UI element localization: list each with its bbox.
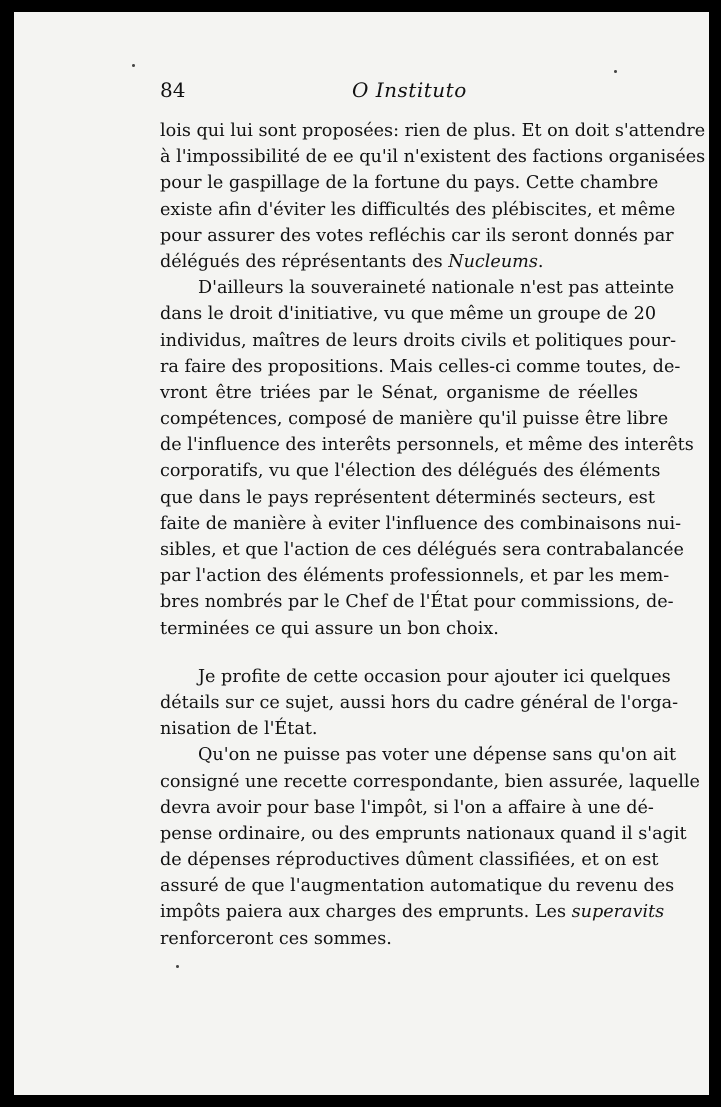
italic-term: superavits <box>571 902 665 923</box>
text-line: lois qui lui sont proposées: rien de plus. Et on doit s'attendre <box>160 121 706 141</box>
text-line: terminées ce qui assure un bon choix. <box>160 618 499 639</box>
text-line: vront être triées par le Sénat, organisme de réelles <box>160 382 638 403</box>
text-line: Qu'on ne puisse pas voter une dépense sans qu'on ait <box>198 745 677 766</box>
page-header <box>160 78 640 110</box>
text-line: compétences, composé de manière qu'il puisse être libre <box>160 409 669 430</box>
text-fragment: impôts paiera aux charges des emprunts. Les <box>160 902 572 923</box>
text-line <box>160 899 665 925</box>
text-line: pour le gaspillage de la fortune du pays. Cette chambre <box>160 173 659 194</box>
italic-term: Nucleums <box>448 251 538 272</box>
text-line <box>160 249 638 275</box>
page-number: 84 <box>160 78 186 102</box>
text-line: faite de manière à eviter l'influence des combinaisons nui- <box>160 513 682 534</box>
text-line: que dans le pays représentent déterminés secteurs, est <box>160 487 655 508</box>
text-line: par l'action des éléments professionnels, et par les mem- <box>160 566 670 587</box>
text-line: pense ordinaire, ou des emprunts nationaux quand il s'agit <box>160 823 687 844</box>
text-line: sibles, et que l'action de ces délégués sera contrabalancée <box>160 540 684 560</box>
paragraph-4 <box>160 742 700 952</box>
text-line: à l'impossibilité de ee qu'il n'existent des factions organisées <box>160 147 706 168</box>
section-gap <box>160 642 638 664</box>
text-line: D'ailleurs la souveraineté nationale n'est pas atteinte <box>198 278 675 299</box>
text-line: de l'influence des interêts personnels, et même des interêts <box>160 435 694 456</box>
paragraph-3 <box>160 664 679 743</box>
text-line: renforceront ces sommes. <box>160 928 392 949</box>
text-line: devra avoir pour base l'impôt, si l'on a affaire à une dé- <box>160 797 654 818</box>
text-line: corporatifs, vu que l'élection des délégués des éléments <box>160 461 661 482</box>
print-speck <box>614 70 617 73</box>
text-line: pour assurer des votes refléchis car ils seront donnés par <box>160 225 674 246</box>
text-line: nisation de l'État. <box>160 719 318 740</box>
paragraph-1 <box>160 118 706 275</box>
text-line: existe afin d'éviter les difficultés des plébiscites, et même <box>160 199 676 220</box>
text-line: bres nombrés par le Chef de l'État pour commissions, de- <box>160 592 674 613</box>
text-line: de dépenses réproductives dûment classifiées, et on est <box>160 850 659 871</box>
paragraph-2 <box>160 275 694 642</box>
print-speck <box>176 965 179 968</box>
text-line: individus, maîtres de leurs droits civils et politiques pour- <box>160 330 677 351</box>
text-line: assuré de que l'augmentation automatique du revenu des <box>160 876 675 897</box>
text-fragment: délégués des réprésentants des <box>160 251 449 272</box>
print-speck <box>132 64 135 67</box>
text-line: détails sur ce sujet, aussi hors du cadre général de l'orga- <box>160 692 679 713</box>
body-text <box>160 118 706 952</box>
book-page <box>14 12 709 1095</box>
text-fragment: . <box>537 251 544 272</box>
text-line: dans le droit d'initiative, vu que même un groupe de 20 <box>160 304 657 325</box>
text-line: Je profite de cette occasion pour ajouter ici quelques <box>198 666 671 687</box>
text-line: ra faire des propositions. Mais celles-ci comme toutes, de- <box>160 356 681 377</box>
running-title: O Instituto <box>352 78 467 102</box>
text-line: consigné une recette correspondante, bien assurée, laquelle <box>160 771 700 792</box>
